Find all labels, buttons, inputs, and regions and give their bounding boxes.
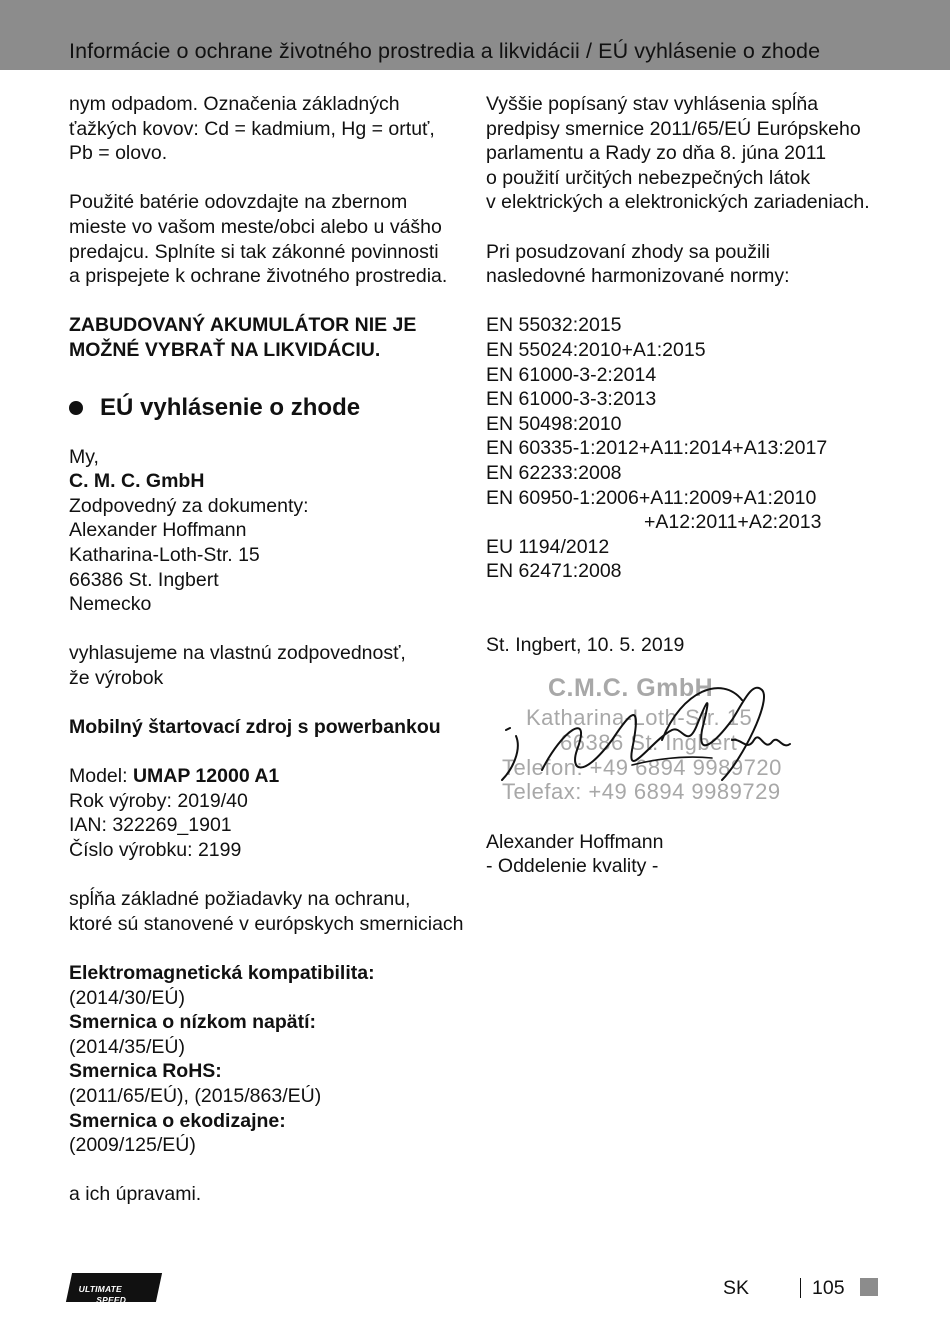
- stamp-line: Telefon: +49 6894 9989720: [502, 754, 782, 780]
- text-line: parlamentu a Rady zo dňa 8. júna 2011: [486, 142, 827, 165]
- standard-item: EN 61000-3-3:2013: [486, 388, 657, 411]
- footer-divider: [800, 1278, 801, 1298]
- text-line: Použité batérie odovzdajte na zbernom: [69, 191, 408, 214]
- standard-item: EN 55032:2015: [486, 314, 622, 337]
- paragraph-disposal: [69, 190, 469, 288]
- page-marker-icon: [860, 1278, 878, 1296]
- section-heading-text: EÚ vyhlásenie o zhode: [100, 393, 361, 421]
- logo-text: ULTIMATE: [78, 1284, 122, 1294]
- text-line: predpisy smernice 2011/65/EÚ Európskeho: [486, 117, 861, 140]
- declare-line: vyhlasujeme na vlastnú zodpovednosť,: [69, 642, 406, 665]
- standard-item: EN 60950-1:2006+A11:2009+A1:2010: [486, 486, 817, 509]
- header-title: Informácie o ochrane životného prostredia a likvidácii / EÚ vyhlásenie o zhode: [69, 39, 821, 63]
- text-line: o použití určitých nebezpečných látok: [486, 166, 811, 189]
- directive-code: (2014/30/EÚ): [69, 986, 185, 1009]
- text-line: nym odpadom. Označenia základných: [69, 93, 400, 115]
- section-heading: [69, 393, 469, 423]
- directive-name: Smernica o ekodizajne:: [69, 1109, 286, 1132]
- text-line: Pri posudzovaní zhody sa použili: [486, 240, 770, 263]
- address-line: Katharina-Loth-Str. 15: [69, 543, 260, 566]
- company-stamp: [482, 670, 802, 820]
- text-line: Vyššie popísaný stav vyhlásenia spĺňa: [486, 93, 819, 115]
- standard-item: EN 55024:2010+A1:2015: [486, 338, 706, 361]
- logo-text: SPEED: [96, 1295, 127, 1305]
- product-name: Mobilný štartovací zdroj s powerbankou: [69, 716, 441, 739]
- standard-item-continuation: +A12:2011+A2:2013: [644, 511, 822, 534]
- address-line: Nemecko: [69, 593, 152, 616]
- standards-list: [486, 313, 916, 584]
- directive-code: (2011/65/EÚ), (2015/863/EÚ): [69, 1084, 322, 1107]
- signature-icon: [482, 670, 802, 820]
- signer-name: Alexander Hoffmann: [486, 830, 664, 853]
- page-number: 105: [812, 1277, 845, 1299]
- left-column: [69, 92, 469, 1207]
- closing-text: a ich úpravami.: [69, 1183, 202, 1206]
- detail-line: Rok výroby: 2019/40: [69, 789, 248, 812]
- declare-line: že výrobok: [69, 666, 164, 689]
- footer-language: SK: [723, 1277, 750, 1299]
- standard-item: EN 62471:2008: [486, 560, 622, 583]
- text-line: v elektrických a elektronických zariadeniach.: [486, 191, 870, 214]
- we-text: My,: [69, 445, 99, 468]
- bullet-icon: [69, 401, 83, 415]
- directive-name: Smernica o nízkom napätí:: [69, 1011, 317, 1034]
- battery-warning: [69, 313, 469, 362]
- standard-item: EN 61000-3-2:2014: [486, 363, 657, 386]
- stamp-line: 66386 St. Ingbert: [560, 729, 738, 755]
- meets-line: ktoré sú stanovené v európskych smerniciach: [69, 912, 464, 935]
- text-line: nasledovné harmonizované normy:: [486, 265, 790, 288]
- meets-line: spĺňa základné požiadavky na ochranu,: [69, 888, 411, 911]
- model-line: [69, 764, 469, 789]
- right-column: [486, 92, 916, 879]
- text-line: predajcu. Splníte si tak zákonné povinnosti: [69, 240, 439, 263]
- stamp-line: C.M.C. GmbH: [548, 673, 714, 702]
- directive-name: Smernica RoHS:: [69, 1060, 222, 1083]
- stamp-line: Telefax: +49 6894 9989729: [502, 778, 781, 804]
- directive-code: (2009/125/EÚ): [69, 1134, 196, 1157]
- detail-line: Číslo výrobku: 2199: [69, 839, 242, 862]
- text-line: ťažkých kovov: Cd = kadmium, Hg = ortuť,: [69, 117, 435, 140]
- paragraph-heavy-metals: [69, 92, 469, 166]
- paragraph-rohs: [486, 92, 916, 215]
- standard-item: EN 62233:2008: [486, 461, 622, 484]
- standard-item: EN 50498:2010: [486, 412, 622, 435]
- detail-line: IAN: 322269_1901: [69, 814, 232, 837]
- text-line: a prispejete k ochrane životného prostredia.: [69, 265, 448, 288]
- address-line: Alexander Hoffmann: [69, 519, 247, 542]
- standard-item: EN 60335-1:2012+A11:2014+A13:2017: [486, 437, 828, 460]
- directive-name: Elektromagnetická kompatibilita:: [69, 962, 375, 984]
- signer-role: - Oddelenie kvality -: [486, 855, 659, 878]
- warning-line: MOŽNÉ VYBRAŤ NA LIKVIDÁCIU.: [69, 338, 381, 361]
- text-line: Pb = olovo.: [69, 142, 168, 165]
- stamp-line: Katharina-Loth-Str. 15: [526, 704, 753, 730]
- page-header: [0, 0, 950, 70]
- place-date: St. Ingbert, 10. 5. 2019: [486, 634, 685, 657]
- model-label: Model:: [69, 765, 133, 788]
- directive-code: (2014/35/EÚ): [69, 1035, 185, 1058]
- model-value: UMAP 12000 A1: [132, 765, 280, 788]
- standard-item: EU 1194/2012: [486, 535, 610, 558]
- text-line: mieste vo vašom meste/obci alebo u vášho: [69, 215, 442, 238]
- warning-line: ZABUDOVANÝ AKUMULÁTOR NIE JE: [69, 314, 417, 337]
- company-name: C. M. C. GmbH: [69, 470, 205, 493]
- brand-logo: [66, 1273, 162, 1305]
- address-line: 66386 St. Ingbert: [69, 568, 219, 591]
- responsible-label: Zodpovedný za dokumenty:: [69, 494, 309, 517]
